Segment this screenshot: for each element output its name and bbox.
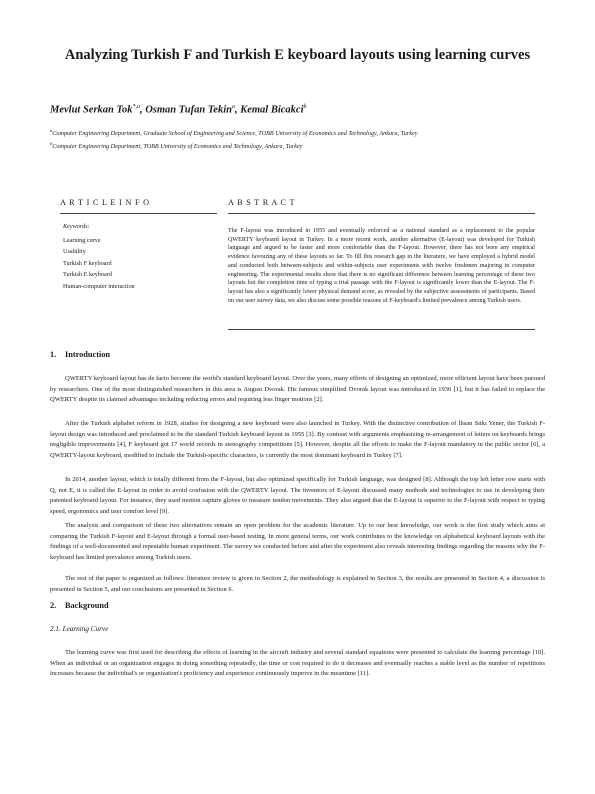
author-name: Kemal Bicakci [240,104,304,116]
abstract-bottom-divider [228,329,535,330]
author-name: Mevlut Serkan Tok [50,104,133,116]
keyword-item: Turkish F keyboard [63,259,112,267]
affiliation-sup: b [50,141,53,146]
section-heading-background [50,601,109,610]
keywords-label: Keywords: [63,223,90,230]
author-sup: *,a [132,104,140,110]
author-sup: b [303,104,307,110]
abstract-divider [228,213,535,214]
affiliation [50,141,303,150]
body-paragraph: After the Turkish alphabet reform in 1928, studies for designing a new keyboard were also launched in Turkey. With the distinctive contribution of İhsan Sıtkı Yener, the Turkish F-layout design was introduced and proclaimed to be the standard Turkish keyboard layout in 1955 [3]. By contrast with arguments emphasizing re-arrangement of letters on keyboards brings negligible improvements [4], F keyboard got 17 world records in stenography competitions [5]. However, despite all the efforts to make the F-layout mandatory in the public sector [6], a QWERTY-layout keyboard, modified to include the Turkish-specific characters, is currently the most dominant keyboard in Turkey [7]. [50,420,545,460]
keyword-item: Turkish E keyboard [63,271,112,279]
abstract-heading: A B S T R A C T [228,198,296,207]
body-paragraph: QWERTY keyboard layout has de facto become the world's standard keyboard layout. Over the years, many efforts of designing an optimized, more efficient layout have been pursued by researchers. One of the most distinguished researchers in this area is August Dvorak. His famous simplified Dvorak layout was introduced in 1936 [1], but it has failed to replace the QWERTY despite its claimed advantages including reducing errors and requiring less finger motions [2]. [50,375,545,404]
keyword-item: Usability [63,248,86,256]
section-title: Background [65,601,109,610]
body-paragraph: The learning curve was first used for describing the effects of learning in the aircraft industry and several standard equations were presented to calculate the learning percentage [10]. When an individual or an organization engages in doing something repeatedly, the time or cost required to do it decreases and eventually reaches a stable level as the number of repetitions increases because the individual's or organization's proficiency and experience continuously improve in the meantime [11]. [50,649,545,678]
section-title: Introduction [65,350,111,359]
author-sup: a [231,104,235,110]
author-name: Osman Tufan Tekin [145,104,232,116]
author-list: Mevlut Serkan Tok$^{*,a}$, Osman Tufan Tekin$^a$, Kemal Bicakci$^b$ [50,104,307,116]
body-paragraph: The analysis and comparison of these two alternatives remain an open problem for the academic literature. Up to our best knowledge, our work is the first study which aims at comparing the Turkish F-layout and E-layout through a formal user-based testing. In more general terms, our work contributes to the knowledge on alphabetical keyboard layouts with the findings of a well-documented and repeatable human experiment. The survey we conducted before and after the experiment also reveals interesting findings regarding the reasons why the F-keyboard has limited prevalence among Turkish users. [50,522,545,562]
paper-title: Analyzing Turkish F and Turkish E keyboard layouts using learning curves [64,47,531,63]
affiliation [50,128,418,137]
section-number: 1. [50,350,57,359]
affiliation-sup: a [50,128,53,133]
affiliation-text: Computer Engineering Department, TOBB University of Economics and Technology, Ankara, Turkey [52,143,303,151]
body-paragraph: In 2014, another layout, which is totally different from the F-layout, but also optimized specifically for Turkish language, was designed [8]. Although the top left letter row starts with Q, not E, it is called the E-layout in order to avoid confusion with the QWERTY layout. The inventors of E-layout discussed many methods and technologies to use in developing their patented keyboard layout. For instance, they used motion capture gloves to measure tendon movements. They also argued that the E-layout is superior to the F-layout with respect to typing speed, ergonomics and user comfort level [9]. [50,476,545,516]
keyword-list [63,235,135,292]
keyword-item: Human-computer interaction [63,282,135,290]
subsection-heading-learning-curve: 2.1. Learning Curve [50,625,109,633]
section-number: 2. [50,601,57,610]
article-info-divider [60,213,217,214]
section-heading-introduction [50,350,110,359]
keyword-item: Learning curve [63,237,101,244]
abstract-text: The F-layout was introduced in 1955 and eventually enforced as a national standard as a replacement to the popular QWERTY keyboard layout in Turkey. In a more recent work, another alternative (E-layout) was developed for Turkish language and argued to be faster and more comfortable than the F-layout. However, there has not been any empirical evidence favouring any of these layouts so far. To fill this research gap in the literature, we have employed a hybrid model and conducted both between-subjects and within-subjects user experiments with twelve freshmen majoring in computer engineering. The experimental results show that there is no significant difference between learning percentage of these two layouts but the completion time of typing a trial passage with the F-layout is significantly lower than the E-layout. The F-layout has also a significantly lower physical demand score, as revealed by the subjective assessments of participants. Based on our user survey data, we also discuss some possible reasons of F-keyboard's limited prevalence among Turkish users. [228,228,535,304]
body-paragraph: The rest of the paper is organized as follows: literature review is given in Section 2, the methodology is explained in Section 3, the results are presented in Section 4, a discussion is presented in Section 5, and our conclusions are presented in Section 6. [50,575,545,593]
article-info-heading: A R T I C L E I N F O [60,198,150,207]
affiliation-text: Computer Engineering Department, Graduate School of Engineering and Science, TOBB University of Economics and Technology, Ankara, Turkey [52,130,418,138]
